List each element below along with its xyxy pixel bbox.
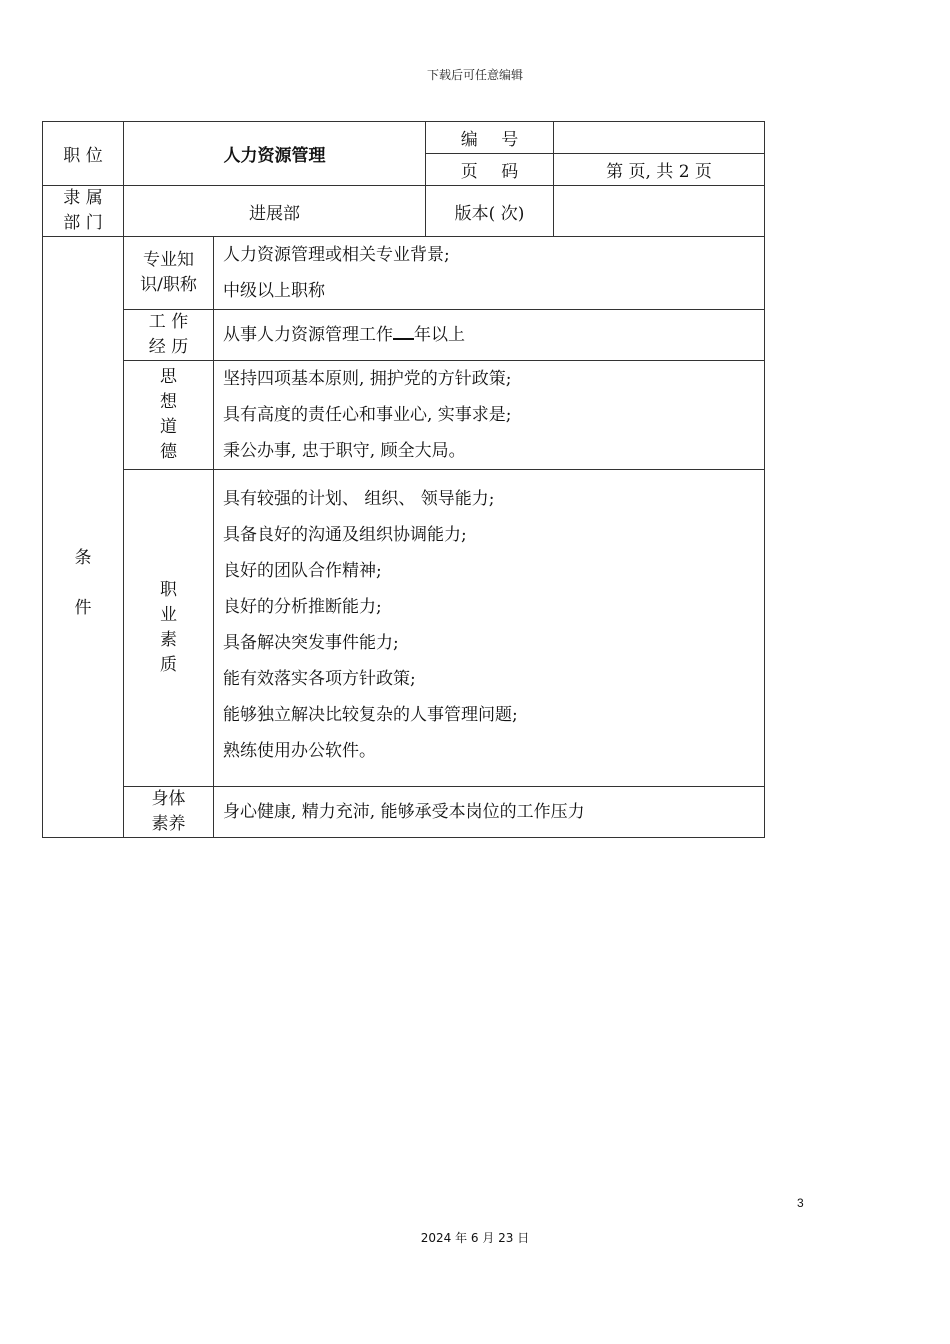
department-value: 进展部 <box>124 186 426 237</box>
experience-text-before: 从事人力资源管理工作 <box>223 325 393 345</box>
morality-label <box>124 361 214 470</box>
page-label: 页 码 <box>426 154 554 186</box>
knowledge-content <box>214 237 765 310</box>
conditions-label-char-1: 条 <box>74 548 92 568</box>
experience-content <box>214 310 765 361</box>
professional-line: 具备解决突发事件能力; <box>223 633 399 653</box>
conditions-label <box>43 237 124 838</box>
version-value <box>554 186 765 237</box>
header-note: 下载后可任意编辑 <box>426 68 523 82</box>
conditions-label-char-2: 件 <box>74 598 92 618</box>
professional-label-char: 素 <box>160 630 177 650</box>
morality-label-char: 思 <box>160 367 177 387</box>
physical-label <box>124 787 214 838</box>
morality-line: 具有高度的责任心和事业心, 实事求是; <box>223 405 512 425</box>
knowledge-label-line-2: 识/职称 <box>140 275 197 295</box>
professional-label-char: 职 <box>160 580 177 600</box>
department-label-line-1: 隶 属 <box>63 188 103 208</box>
morality-label-char: 道 <box>160 417 177 437</box>
number-label: 编 号 <box>426 122 554 154</box>
professional-line: 良好的分析推断能力; <box>223 597 382 617</box>
position-label: 职 位 <box>43 122 124 186</box>
department-label <box>43 186 124 237</box>
professional-line: 能够独立解决比较复杂的人事管理问题; <box>223 705 518 725</box>
professional-label <box>124 470 214 787</box>
page-value: 第 页, 共 2 页 <box>554 154 765 186</box>
morality-label-char: 德 <box>160 442 177 462</box>
experience-label <box>124 310 214 361</box>
morality-line: 秉公办事, 忠于职守, 顾全大局。 <box>223 441 466 461</box>
knowledge-line: 中级以上职称 <box>223 281 325 301</box>
page-number: 3 <box>797 1196 804 1210</box>
physical-text: 身心健康, 精力充沛, 能够承受本岗位的工作压力 <box>223 802 585 822</box>
number-value <box>554 122 765 154</box>
morality-content <box>214 361 765 470</box>
years-blank <box>393 324 414 340</box>
professional-label-char: 质 <box>160 655 177 675</box>
experience-text <box>223 317 764 353</box>
knowledge-line: 人力资源管理或相关专业背景; <box>223 245 450 265</box>
professional-line: 能有效落实各项方针政策; <box>223 669 416 689</box>
knowledge-label-line-1: 专业知 <box>143 250 194 270</box>
physical-label-line-2: 素养 <box>151 814 186 834</box>
position-title: 人力资源管理 <box>124 122 426 186</box>
physical-content <box>214 787 765 838</box>
footer-date: 2024 年 6 月 23 日 <box>420 1231 530 1245</box>
physical-label-line-1: 身体 <box>151 789 186 809</box>
professional-label-char: 业 <box>160 605 177 625</box>
experience-label-line-1: 工 作 <box>148 312 189 332</box>
department-label-line-2: 部 门 <box>63 213 103 233</box>
version-label: 版本( 次) <box>426 186 554 237</box>
experience-label-line-2: 经 历 <box>148 337 189 357</box>
professional-line: 熟练使用办公软件。 <box>223 741 376 761</box>
experience-text-after: 年以上 <box>414 325 465 345</box>
job-description-table <box>42 121 765 838</box>
professional-line: 具有较强的计划、 组织、 领导能力; <box>223 489 495 509</box>
knowledge-label <box>124 237 214 310</box>
professional-line: 良好的团队合作精神; <box>223 561 382 581</box>
professional-line: 具备良好的沟通及组织协调能力; <box>223 525 467 545</box>
morality-label-char: 想 <box>160 392 177 412</box>
morality-line: 坚持四项基本原则, 拥护党的方针政策; <box>223 369 512 389</box>
professional-content <box>214 470 765 787</box>
